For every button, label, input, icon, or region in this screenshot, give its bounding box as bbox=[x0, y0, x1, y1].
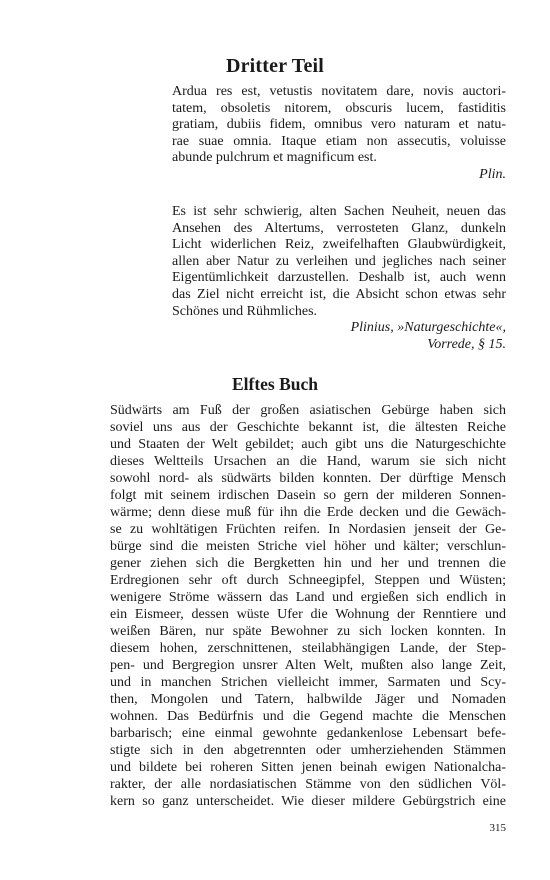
german-motto-line: Licht widerlichen Reiz, zweifelhaften Glaubwürdigkeit, bbox=[172, 237, 506, 253]
body-line: stigte sich in den abgetrennten oder umherziehenden Stämmen bbox=[110, 743, 506, 758]
body-line: wärme; denn diese muß für ihn die Erde decken und die Gewäch- bbox=[110, 505, 506, 520]
german-motto-line: allen aber Natur zu verleihen und jegliches nach seiner bbox=[172, 253, 506, 269]
part-title: Dritter Teil bbox=[225, 55, 325, 77]
body-line: gener ziehen sich die Bergketten hin und her und trennen die bbox=[110, 556, 506, 571]
body-line: soviel uns aus der Geschichte bekannt ist, die ältesten Reiche bbox=[110, 420, 506, 435]
german-motto bbox=[172, 204, 506, 353]
body-line: und bildete bei roheren Sitten jenen beinah ewigen Nationalcha- bbox=[110, 760, 506, 775]
body-line: Südwärts am Fuß der großen asiatischen Gebürge haben sich bbox=[110, 403, 506, 418]
body-line: Erdregionen sehr oft durch Schneegipfel, Steppen und Wüsten; bbox=[110, 573, 506, 588]
body-line: then, Mongolen und Tatern, halbwilde Jäger und Nomaden bbox=[110, 692, 506, 707]
latin-motto-line: Ardua res est, vetustis novitatem dare, novis auctori- bbox=[172, 84, 506, 99]
german-motto-source-line-2: Vorrede, § 15. bbox=[427, 336, 506, 352]
body-line: kern so ganz unterscheidet. Wie dieser mildere Gebürgstrich eine bbox=[110, 794, 506, 809]
german-motto-source-line-1: Plinius, »Naturgeschichte«, bbox=[350, 320, 506, 336]
body-line: diesem hohen, zerschnittenen, steilabhängigen Lande, der Step- bbox=[110, 641, 506, 656]
body-line: und Staaten der Welt gebildet; auch gibt uns die Naturgeschichte bbox=[110, 437, 506, 452]
latin-motto-text bbox=[172, 84, 506, 167]
body-line: bürge sind die meisten Striche viel höher und kälter; verschlun- bbox=[110, 539, 506, 554]
german-motto-line: das Ziel nicht erreicht ist, die Absicht schon etwas sehr bbox=[172, 286, 506, 302]
body-line: wenigere Ströme wässern das Land und ergießen sich endlich in bbox=[110, 590, 506, 605]
body-line: wohnen. Das Bedürfnis und die Gegend machte die Menschen bbox=[110, 709, 506, 724]
latin-motto bbox=[172, 84, 506, 184]
body-text bbox=[110, 402, 506, 810]
german-motto-text bbox=[172, 204, 506, 320]
german-motto-line: Ansehen des Altertums, verrosteten Glanz, dunkeln bbox=[172, 220, 506, 236]
german-motto-line: Eigentümlichkeit darzustellen. Deshalb ist, auch wenn bbox=[172, 270, 506, 286]
body-line: weißen Bären, nur späte Bewohner zu sich locken konnten. In bbox=[110, 624, 506, 639]
body-line: folgt mit seinem irdischen Dasein so gern der milderen Sonnen- bbox=[110, 488, 506, 503]
latin-motto-line: rae suae omnia. Itaque etiam non assecutis, voluisse bbox=[172, 133, 506, 149]
body-line: dieses Weltteils Ursachen an die Hand, warum sie sich nicht bbox=[110, 454, 506, 469]
body-line: sowohl nord- als südwärts bilden konnten. Der dürftige Mensch bbox=[110, 471, 506, 486]
latin-motto-line: abunde pulchrum et magnificum est. bbox=[172, 150, 377, 166]
latin-motto-line: gratiam, dubiis fidem, omnibus vero naturam et natu- bbox=[172, 117, 506, 133]
german-motto-line: Schönes und Rühmliches. bbox=[172, 303, 318, 319]
page-number: 315 bbox=[489, 822, 506, 834]
body-line: pen- und Bergregion unsrer Alten Welt, mußten also lange Zeit, bbox=[110, 658, 506, 673]
body-line: rakter, der alle nordasiatischen Stämme von den südlichen Völ- bbox=[110, 777, 506, 792]
body-line: barbarisch; eine einmal gewohnte gedankenlose Lebensart befe- bbox=[110, 726, 506, 741]
latin-motto-line: tatem, obsoletis nitorem, obscuris lucem, fastiditis bbox=[172, 100, 506, 116]
book-title: Elftes Buch bbox=[231, 374, 319, 394]
latin-motto-source: Plin. bbox=[479, 166, 506, 182]
body-line: und in manchen Strichen vielleicht immer, Sarmaten und Scy- bbox=[110, 675, 506, 690]
body-line: ein Eismeer, dessen wüste Ufer die Wohnung der Renntiere und bbox=[110, 607, 506, 622]
german-motto-line: Es ist sehr schwierig, alten Sachen Neuheit, neuen das bbox=[172, 204, 506, 219]
body-line: se zu wohltätigen Früchten reifen. In Nordasien jenseit der Ge- bbox=[110, 522, 506, 537]
